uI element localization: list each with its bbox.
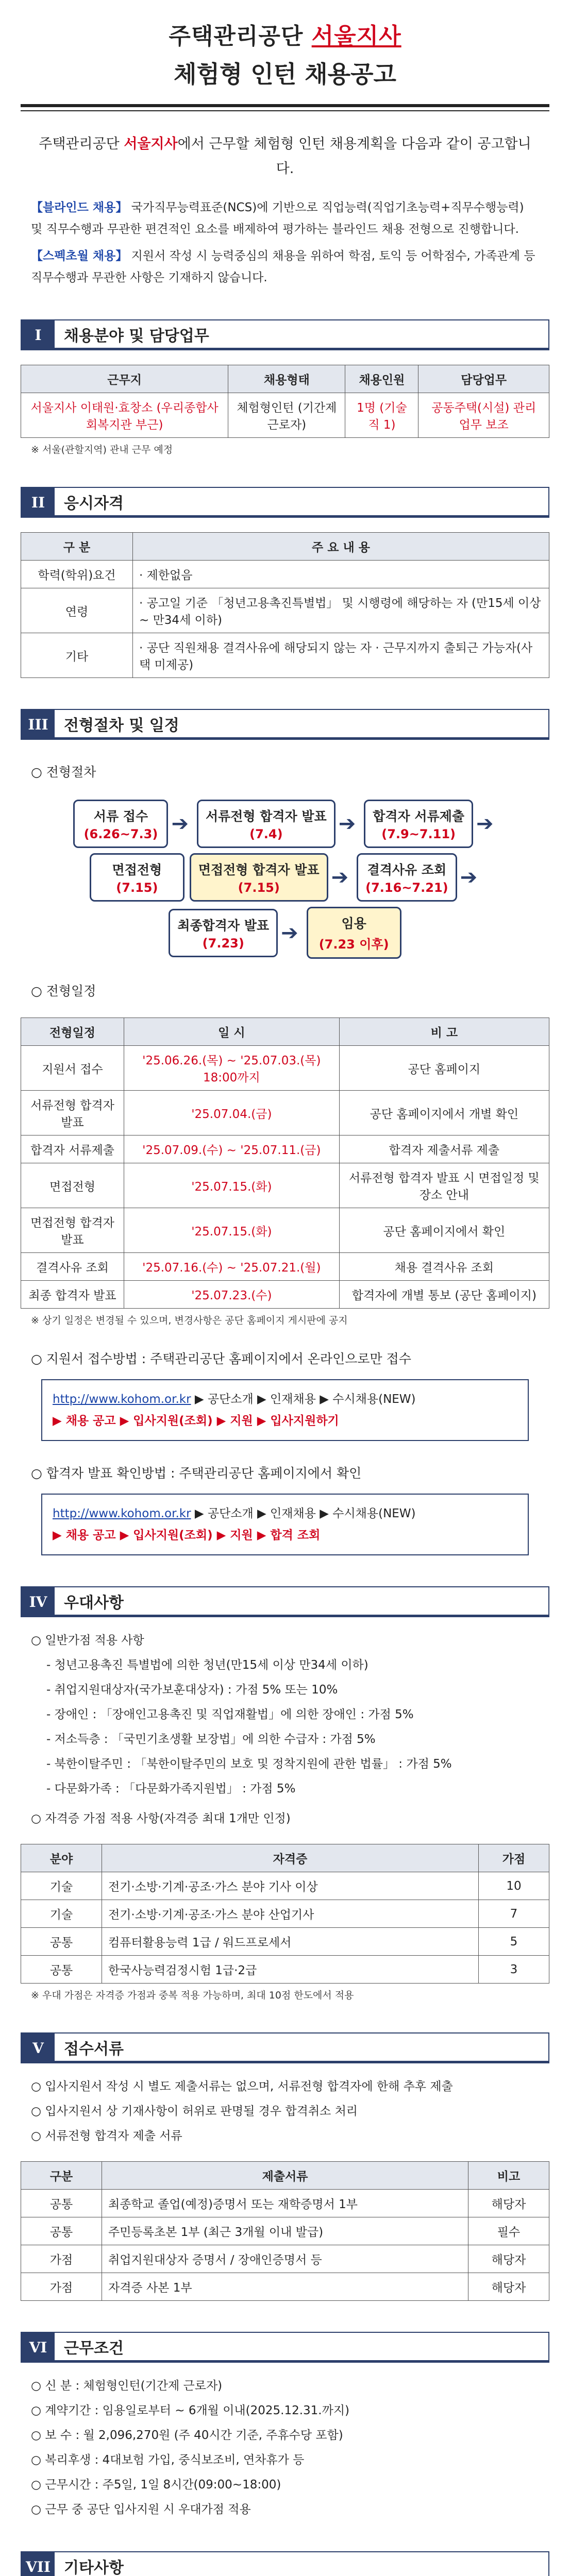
table-row: 지원서 접수 '25.06.26.(목) ~ '25.07.03.(목) 18:00까지 공단 홈페이지 [21,1046,549,1091]
apply-heading: ○ 지원서 접수방법 : 주택관리공단 홈페이지에서 온라인으로만 접수 [31,1351,411,1366]
page-title: 주택관리공단 서울지사 [169,23,401,49]
process-flow [31,800,539,959]
pref-note: ※ 우대 가점은 자격증 가점과 중복 적용 가능하며, 최대 10점 한도에서 적용 [31,1990,354,2001]
result-heading: ○ 합격자 발표 확인방법 : 주택관리공단 홈페이지에서 확인 [31,1466,362,1481]
section-etc: VII 기타사항 [21,2551,549,2576]
section-documents: V 접수서류 [21,2032,549,2063]
table-row: 가점 취업지원대상자 증명서 / 장애인증명서 등 해당자 [21,2245,549,2273]
page-subtitle: 체험형 인턴 채용공고 [174,60,396,88]
result-link[interactable]: http://www.kohom.or.kr [53,1507,191,1520]
note-spec: 【스펙초월 채용】 지원서 작성 시 능력중심의 채용을 위하여 학점, 토익 등 어학점수, 가족관계 등 직무수행과 무관한 사항은 기재하지 않습니다. [31,249,535,284]
jobs-table: 근무지 채용형태 채용인원 담당업무 서울지사 이태원·효창소 (우리종합사회복지관 부근) 체험형인턴 (기간제근로자) 1명 (기술직 1) 공동주택(시설) 관리 업무 보조 [21,365,549,438]
table-row: 연령 · 공고일 기준 「청년고용촉진특별법」 및 시행령에 해당하는 자 (만15세 이상 ~ 만34세 이하) [21,588,549,633]
table-row: 공통 컴퓨터활용능력 1급 / 워드프로세서 5 [21,1928,549,1956]
table-row: 공통 최종학교 졸업(예정)증명서 또는 재학증명서 1부 해당자 [21,2190,549,2217]
table-row: 공통 한국사능력검정시험 1급·2급 3 [21,1956,549,1984]
arrow-right-icon: ➔ [476,812,494,836]
schedule-table: 전형일정 일 시 비 고 지원서 접수 '25.06.26.(목) ~ '25.07.03.(목) 18:00까지 공단 홈페이지 서류전형 합격자 발표 '25.07.04.(금) 공단 홈페이지에서 개별 확인 합격자 서류제출 '25.07.09.(수) ~ '25.07.11.(금) 합격자 제출서류 제출 면접전형 '25.07.15.(화) 서류전형 합격자 발표 시 면접일정 및 장소 안내 면접전형 합격자 발표 '25.07.15.(화) 공단 홈페이지에서 확인 결격사유 조회 '25.07.16.(수) ~ '25.07.21.(월) 채용 결격사유 조회 최종 합격자 발표 '25.07.23.(수) 합격자에 개별 통보 (공단 홈페이지) [21,1018,549,1309]
flow-heading: ○ 전형절차 [31,765,96,779]
cert-table: 분야 자격증 가점 기술 전기·소방·기계·공조·가스 분야 기사 이상 10 기술 전기·소방·기계·공조·가스 분야 산업기사 7 공통 컴퓨터활용능력 1급 / 워드프로세서 5 공통 한국사능력검정시험 1급·2급 3 [21,1844,549,1984]
divider [21,110,549,111]
flow-step: 면접전형 합격자 발표 (7.15) [190,853,328,902]
table-row: 기타 · 공단 직원채용 결격사유에 해당되지 않는 자 · 근무지까지 출퇴근 가능자(사택 미제공) [21,633,549,678]
documents-list: ○ 입사지원서 작성 시 별도 제출서류는 없으며, 서류전형 합격자에 한해 추후 제출 ○ 입사지원서 상 기재사항이 허위로 판명될 경우 합격취소 처리 ○ 서류전형 합격자 제출 서류 [31,2080,453,2143]
table-row: 최종 합격자 발표 '25.07.23.(수) 합격자에 개별 통보 (공단 홈페이지) [21,1281,549,1309]
section-process: III 전형절차 및 일정 [21,709,549,740]
arrow-right-icon: ➔ [338,812,356,836]
result-path: http://www.kohom.or.kr ▶ 공단소개 ▶ 인재채용 ▶ 수시채용(NEW) ▶ 채용 공고 ▶ 입사지원(조회) ▶ 지원 ▶ 합격 조회 [41,1494,529,1555]
title-highlight: 서울지사 [311,23,401,49]
table-row: 면접전형 '25.07.15.(화) 서류전형 합격자 발표 시 면접일정 및 장소 안내 [21,1163,549,1208]
flow-step: 면접전형 (7.15) [90,853,185,902]
table-row: 가점 자격증 사본 1부 해당자 [21,2273,549,2301]
arrow-right-icon: ➔ [460,866,478,889]
intro-text: 주택관리공단 서울지사에서 근무할 체험형 인턴 채용계획을 다음과 같이 공고합니다. [39,136,531,177]
section-jobs: I 채용분야 및 담당업무 [21,319,549,350]
flow-step: 서류전형 합격자 발표 (7.4) [197,800,336,848]
conditions-list: ○ 신 분 : 체험형인턴(기간제 근로자) ○ 계약기간 : 임용일로부터 ~ 6개월 이내(2025.12.31.까지) ○ 보 수 : 월 2,096,270원 (주 40시간 기준, 주휴수당 포함) ○ 복리후생 : 4대보험 가입, 중식보조비, 연차휴가 등 ○ 근무시간 : 주5일, 1일 8시간(09:00~18:00) ○ 근무 중 공단 입사지원 시 우대가점 적용 [31,2379,350,2516]
flow-step: 서류 접수 (6.26~7.3) [73,800,168,848]
arrow-right-icon: ➔ [171,812,189,836]
arrow-right-icon: ➔ [281,921,298,945]
note-blind: 【블라인드 채용】 국가직무능력표준(NCS)에 기반으로 직업능력(직업기초능력+직무수행능력) 및 직무수행과 무관한 편견적인 요소를 배제하여 평가하는 블라인드 채용 전형으로 진행합니다. [31,201,524,236]
apply-path: http://www.kohom.or.kr ▶ 공단소개 ▶ 인재채용 ▶ 수시채용(NEW) ▶ 채용 공고 ▶ 입사지원(조회) ▶ 지원 ▶ 입사지원하기 [41,1379,529,1441]
notes [31,197,539,289]
eligibility-table: 구 분 주 요 내 용 학력(학위)요건 · 제한없음 연령 · 공고일 기준 「청년고용촉진특별법」 및 시행령에 해당하는 자 (만15세 이상 ~ 만34세 이하) 기타 · 공단 직원채용 결격사유에 해당되지 않는 자 · 근무지까지 출퇴근 가능자(사택 미제공) [21,532,549,678]
table-row: 학력(학위)요건 · 제한없음 [21,561,549,588]
arrow-right-icon: ➔ [331,866,349,889]
flow-step: 최종합격자 발표 (7.23) [169,909,278,957]
apply-link[interactable]: http://www.kohom.or.kr [53,1393,191,1406]
table-row: 합격자 서류제출 '25.07.09.(수) ~ '25.07.11.(금) 합격자 제출서류 제출 [21,1136,549,1163]
jobs-note: ※ 서울(관할지역) 관내 근무 예정 [31,444,173,455]
table-row: 서울지사 이태원·효창소 (우리종합사회복지관 부근) 체험형인턴 (기간제근로자) 1명 (기술직 1) 공동주택(시설) 관리 업무 보조 [21,393,549,438]
schedule-note: ※ 상기 일정은 변경될 수 있으며, 변경사항은 공단 홈페이지 게시판에 공지 [31,1315,348,1326]
divider [21,104,549,107]
flow-step: 임용 (7.23 이후) [307,907,401,959]
table-row: 면접전형 합격자 발표 '25.07.15.(화) 공단 홈페이지에서 확인 [21,1208,549,1253]
header [0,0,570,90]
section-conditions: VI 근무조건 [21,2332,549,2363]
table-row: 서류전형 합격자 발표 '25.07.04.(금) 공단 홈페이지에서 개별 확인 [21,1091,549,1136]
section-preference: IV 우대사항 [21,1586,549,1617]
flow-step: 결격사유 조회 (7.16~7.21) [357,853,457,902]
schedule-heading: ○ 전형일정 [31,984,96,998]
section-eligibility: II 응시자격 [21,487,549,518]
table-row: 공통 주민등록초본 1부 (최근 3개월 이내 발급) 필수 [21,2217,549,2245]
table-row: 결격사유 조회 '25.07.16.(수) ~ '25.07.21.(월) 채용 결격사유 조회 [21,1253,549,1281]
preference-list: ○ 일반가점 적용 사항 - 청년고용촉진 특별법에 의한 청년(만15세 이상 만34세 이하) - 취업지원대상자(국가보훈대상자) : 가점 5% 또는 10% - 장애인 : 「장애인고용촉진 및 직업재활법」에 의한 장애인 : 가점 5% - 저소득층 : 「국민기초생활 보장법」에 의한 수급자 : 가점 5% - 북한이탈주민 : 「북한이탈주민의 보호 및 정착지원에 관한 법률」 : 가점 5% - 다문화가족 : 「다문화가족지원법」 : 가점 5% ○ 자격증 가점 적용 사항(자격증 최대 1개만 인정) [31,1634,452,1825]
table-row: 기술 전기·소방·기계·공조·가스 분야 산업기사 7 [21,1900,549,1928]
flow-step: 합격자 서류제출 (7.9~7.11) [364,800,473,848]
documents-table: 구분 제출서류 비고 공통 최종학교 졸업(예정)증명서 또는 재학증명서 1부 해당자 공통 주민등록초본 1부 (최근 3개월 이내 발급) 필수 가점 취업지원대상자 증명서 / 장애인증명서 등 해당자 가점 자격증 사본 1부 해당자 [21,2161,549,2301]
table-row: 기술 전기·소방·기계·공조·가스 분야 기사 이상 10 [21,1872,549,1900]
